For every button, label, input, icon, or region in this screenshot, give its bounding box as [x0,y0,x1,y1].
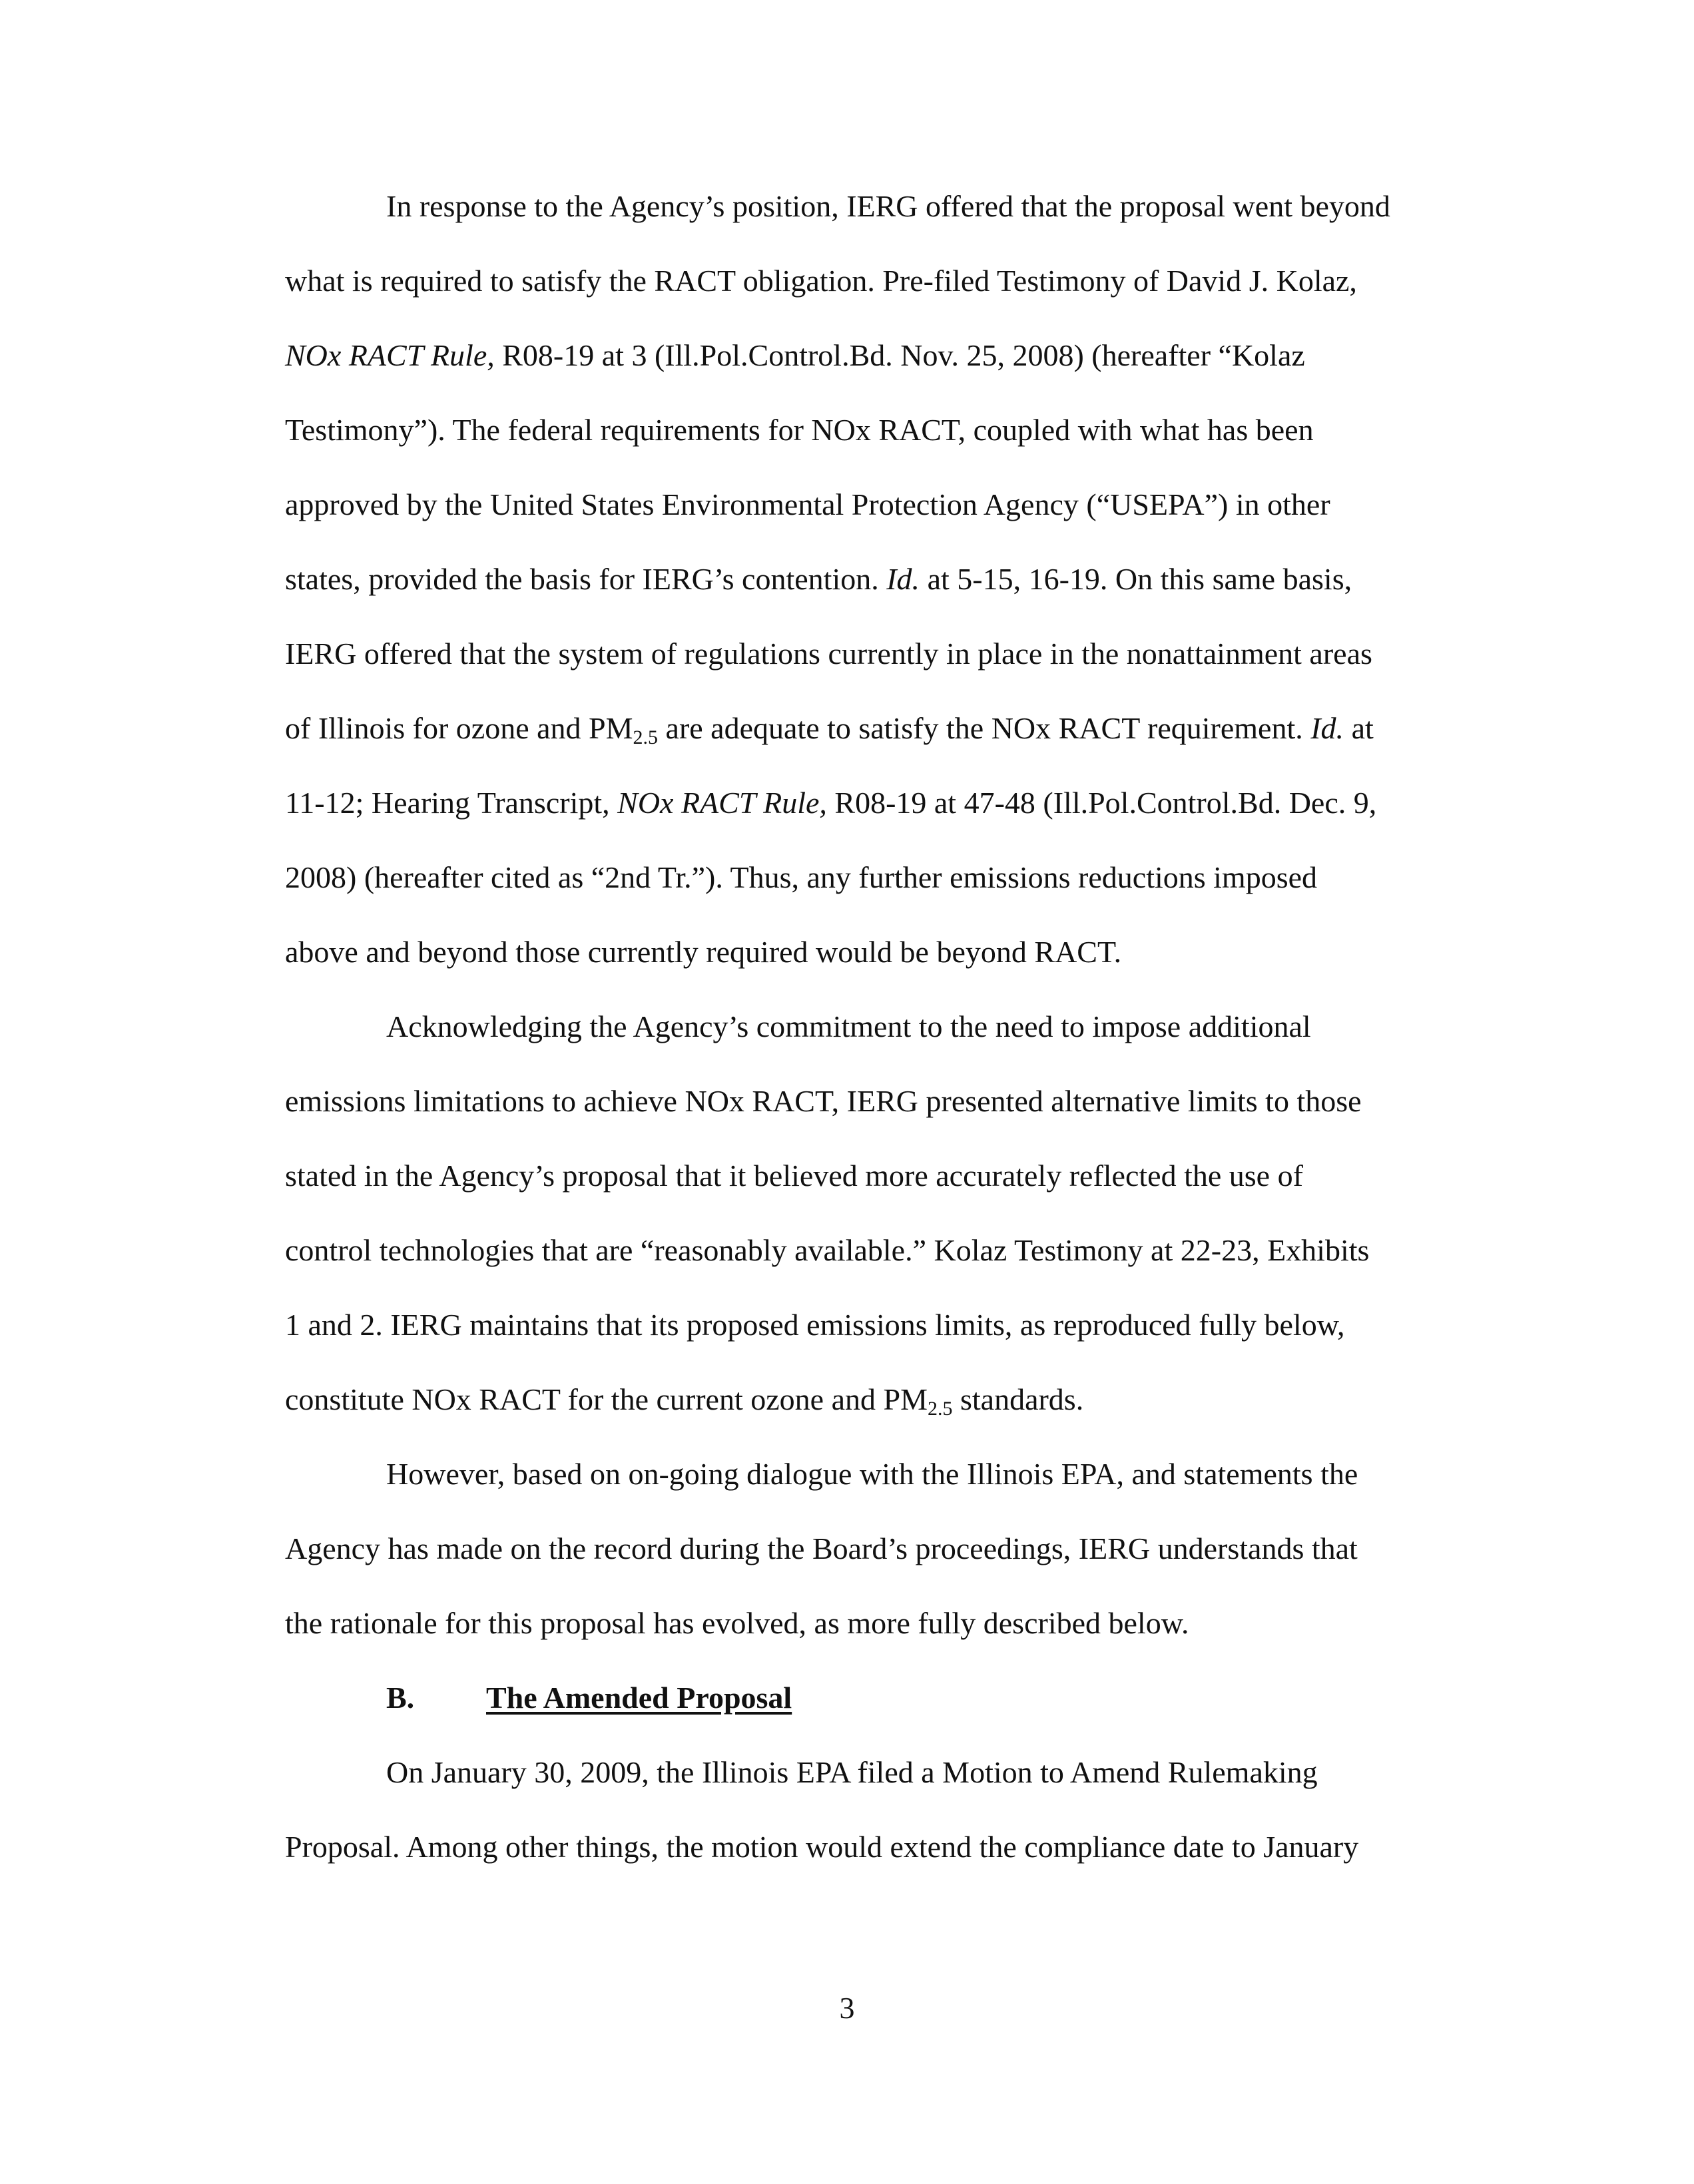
paragraph-3-line-3: the rationale for this proposal has evolved, as more fully described below. [285,1606,1189,1640]
paragraph-2-line-6: constitute NOx RACT for the current ozone and $PM_{2.5}$ standards. [285,1382,1084,1420]
section-heading: The Amended Proposal [486,1681,792,1715]
paragraph-1-line-8: of Illinois for ozone and $PM_{2.5}$ are adequate to satisfy the NOx RACT requirement. Id. at [285,711,1374,748]
paragraph-1-line-5: approved by the United States Environmental Protection Agency (“USEPA”) in other [285,487,1330,521]
paragraph-1-line-6: states, provided the basis for IERG’s contention. Id. at 5-15, 16-19. On this same basis, [285,562,1352,596]
paragraph-2-line-2: emissions limitations to achieve NOx RACT, IERG presented alternative limits to those [285,1084,1362,1118]
paragraph-1-line-3: NOx RACT Rule, R08-19 at 3 (Ill.Pol.Control.Bd. Nov. 25, 2008) (hereafter “Kolaz [285,338,1305,372]
paragraph-2-line-3: stated in the Agency’s proposal that it believed more accurately reflected the use of [285,1159,1303,1193]
paragraph-2-line-1: Acknowledging the Agency’s commitment to the need to impose additional [386,1009,1311,1043]
paragraph-1-line-11: above and beyond those currently required would be beyond RACT. [285,935,1122,969]
paragraph-1-line-10: 2008) (hereafter cited as “2nd Tr.”). Thus, any further emissions reductions imposed [285,860,1318,894]
paragraph-1-line-9: 11-12; Hearing Transcript, NOx RACT Rule, R08-19 at 47-48 (Ill.Pol.Control.Bd. Dec. 9, [285,786,1377,820]
paragraph-1-line-2: what is required to satisfy the RACT obligation. Pre-filed Testimony of David J. Kolaz, [285,264,1357,298]
page-number: 3 [839,1991,855,2025]
paragraph-3-line-2: Agency has made on the record during the Board’s proceedings, IERG understands that [285,1531,1358,1565]
paragraph-4-line-2: Proposal. Among other things, the motion would extend the compliance date to January [285,1830,1359,1864]
paragraph-2-line-4: control technologies that are “reasonably available.” Kolaz Testimony at 22-23, Exhibits [285,1233,1370,1267]
paragraph-1-line-1: In response to the Agency’s position, IERG offered that the proposal went beyond [386,189,1390,223]
paragraph-3-line-1: However, based on on-going dialogue with the Illinois EPA, and statements the [386,1457,1358,1491]
section-letter: B. [386,1681,415,1715]
paragraph-1-line-4: Testimony”). The federal requirements for NOx RACT, coupled with what has been [285,413,1314,447]
paragraph-1-line-7: IERG offered that the system of regulations currently in place in the nonattainment areas [285,637,1372,671]
paragraph-4-line-1: On January 30, 2009, the Illinois EPA filed a Motion to Amend Rulemaking [386,1755,1318,1789]
paragraph-2-line-5: 1 and 2. IERG maintains that its proposed emissions limits, as reproduced fully below, [285,1308,1345,1342]
